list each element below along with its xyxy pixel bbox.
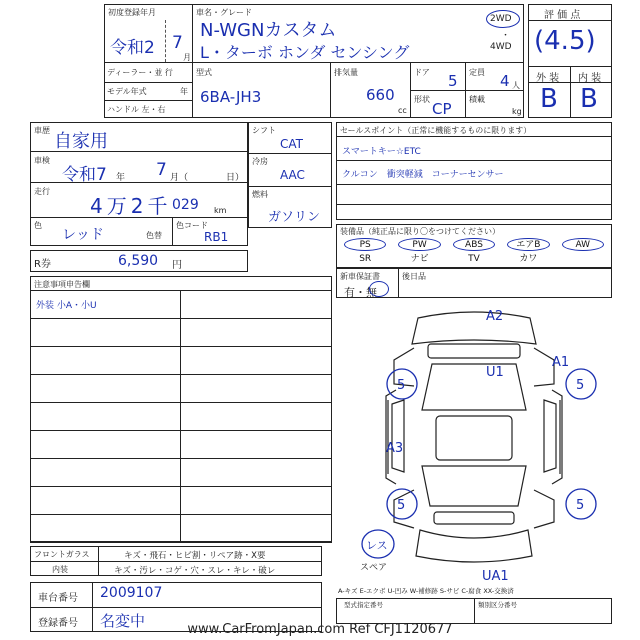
equipment-item-3: カワ: [519, 254, 538, 264]
notes-rule: [30, 430, 332, 431]
damage-mark-a2: A2: [486, 309, 504, 324]
shift-label: シフト: [252, 126, 276, 135]
equipment-row-2: [338, 253, 610, 267]
damage-mark-u1: U1: [486, 365, 504, 380]
notes-rule: [30, 542, 332, 543]
exterior-label: 外 装: [536, 73, 560, 84]
notes-rule: [30, 486, 332, 487]
model-year-label: モデル年式: [107, 87, 147, 96]
equipment-item-circled-0: PS: [344, 238, 386, 251]
color-value: レッド: [62, 227, 104, 243]
drive-2wd: 2WD: [490, 14, 512, 24]
damage-legend: A-キズ E-エクボ U-凹み W-補修跡 S-サビ C-腐食 XX-交換済: [338, 587, 514, 595]
shape-value: CP: [432, 100, 452, 118]
model-year-unit: 年: [180, 87, 188, 96]
equipment-item-1: ナビ: [410, 254, 429, 264]
notes-label: 注意事項申告欄: [34, 280, 90, 289]
interior-value: B: [580, 84, 598, 114]
tire-depth-front-right: 5: [576, 378, 585, 393]
interior-cond-options: キズ・汚レ・コゲ・穴・スレ・キレ・破レ: [114, 566, 276, 576]
reg-value: 名変中: [100, 612, 146, 630]
type-label: 型式: [196, 68, 212, 77]
ac-label: 冷房: [252, 157, 268, 166]
notes-rule: [30, 318, 332, 319]
notes-rule: [30, 374, 332, 375]
capacity-value: 4: [500, 72, 510, 90]
fuel-value: ガソリン: [268, 210, 321, 225]
recycle-label: R券: [34, 259, 51, 270]
tire-depth-rear-left: 5: [397, 498, 406, 513]
shaken-day-unit: 日）: [226, 173, 245, 183]
kg-unit: kg: [512, 107, 522, 116]
equipment-item-circled-4: AW: [562, 238, 604, 251]
notes-rule: [30, 346, 332, 347]
notes-rule: [30, 402, 332, 403]
capacity-unit: 人: [512, 81, 520, 90]
warranty-value: 有・無: [344, 286, 377, 299]
km-unit: km: [214, 206, 227, 215]
interior-label: 内 装: [578, 73, 602, 84]
shaken-month: 7: [156, 160, 167, 180]
reg-label: 登録番号: [38, 618, 78, 629]
shift-value: CAT: [280, 137, 303, 151]
color-code-label: 色コード: [176, 221, 208, 230]
load-label: 積載: [469, 95, 485, 104]
inspection-label: 車歴: [34, 126, 50, 135]
first-reg-label: 初度登録年月: [108, 8, 156, 17]
form-label-1: 型式指定番号: [344, 601, 383, 609]
displacement-value: 660: [366, 86, 395, 104]
tire-depth-front-left: 5: [397, 378, 406, 393]
first-reg-month: 7: [172, 33, 183, 53]
notes-rule: [30, 458, 332, 459]
spare-caption: スペア: [360, 563, 388, 573]
door-label: ドア: [414, 68, 430, 77]
shaken-label: 車検: [34, 156, 50, 165]
first-reg-month-unit: 月: [183, 53, 191, 62]
equipment-label: 装備品（純正品に限り〇をつけてください）: [340, 227, 500, 236]
equipment-item-circled-2: ABS: [453, 238, 495, 251]
displacement-label: 排気量: [334, 68, 358, 77]
shape-label: 形状: [414, 95, 430, 104]
shaken-value: 令和7: [62, 165, 107, 185]
mileage-sub: 029: [172, 197, 199, 213]
shaken-year-unit: 年: [116, 173, 126, 183]
grade: L・ターボ ホンダ センシング: [200, 43, 410, 62]
equipment-item-circled-3: エアB: [507, 238, 549, 251]
exterior-value: B: [540, 84, 558, 114]
model-name: N-WGNカスタム: [200, 20, 337, 41]
equipment-item-2: TV: [468, 254, 480, 264]
equipment-item-0: SR: [359, 254, 372, 264]
front-glass-label: フロントガラス: [34, 550, 90, 559]
recycle-value: 6,590: [118, 253, 159, 269]
damage-mark-ua1: UA1: [482, 569, 509, 584]
type-value: 6BA-JH3: [200, 88, 262, 106]
parts-label: 後日品: [402, 272, 426, 281]
front-glass-options: キズ・飛石・ヒビ割・リペア跡・X要: [124, 551, 266, 561]
ac-value: AAC: [280, 168, 305, 182]
car-body-diagram: [336, 300, 612, 584]
first-reg-era: 令和2: [110, 38, 155, 58]
damage-mark-a3: A3: [386, 441, 404, 456]
sales-point-line1: スマートキー☆ETC: [342, 147, 421, 157]
interior-cond-label: 内装: [52, 565, 68, 574]
sales-point-line2: クルコン 衝突軽減 コーナーセンサー: [342, 170, 504, 180]
fuel-label: 燃料: [252, 190, 268, 199]
chassis-label: 車台番号: [38, 593, 78, 604]
drive-4wd: 4WD: [490, 42, 512, 52]
tire-depth-rear-right: 5: [576, 498, 585, 513]
drive-dot: ・: [501, 31, 511, 41]
capacity-label: 定員: [469, 68, 485, 77]
mileage-label: 走行: [34, 187, 50, 196]
score-value: (4.5): [534, 26, 596, 56]
warranty-circle: [369, 281, 389, 297]
score-label: 評 価 点: [544, 10, 581, 21]
form-label-2: 類別区分番号: [478, 601, 517, 609]
name-grade-label: 車名・グレード: [196, 8, 252, 17]
color-label: 色: [34, 221, 42, 230]
handle-label: ハンドル 左・右: [107, 105, 166, 114]
shaken-month-unit: 月（: [170, 173, 189, 183]
color-code-value: RB1: [204, 230, 229, 244]
equipment-item-circled-1: PW: [398, 238, 440, 251]
dealer-label: ディーラー・並 行: [107, 68, 173, 77]
equipment-row-1: [338, 238, 610, 252]
notes-line1: 外装 小A・小U: [36, 301, 97, 311]
mileage-value: 4万2千: [90, 194, 172, 218]
door-value: 5: [448, 72, 458, 90]
cc-unit: cc: [398, 106, 407, 115]
inspection-value: 自家用: [54, 131, 108, 152]
color-change-label: 色替: [146, 231, 162, 240]
notes-rule: [30, 514, 332, 515]
sales-points-label: セールスポイント（正常に機能するものに限ります）: [340, 126, 532, 135]
spare-tire-mark: レス: [366, 539, 388, 552]
chassis-value: 2009107: [100, 585, 163, 601]
watermark: www.CarFromJapan.com Ref CFJ1120677: [187, 622, 453, 637]
notes-panel: [30, 276, 332, 542]
damage-mark-a1: A1: [552, 355, 570, 370]
warranty-label: 新車保証書: [340, 272, 380, 281]
yen-unit: 円: [172, 260, 182, 271]
